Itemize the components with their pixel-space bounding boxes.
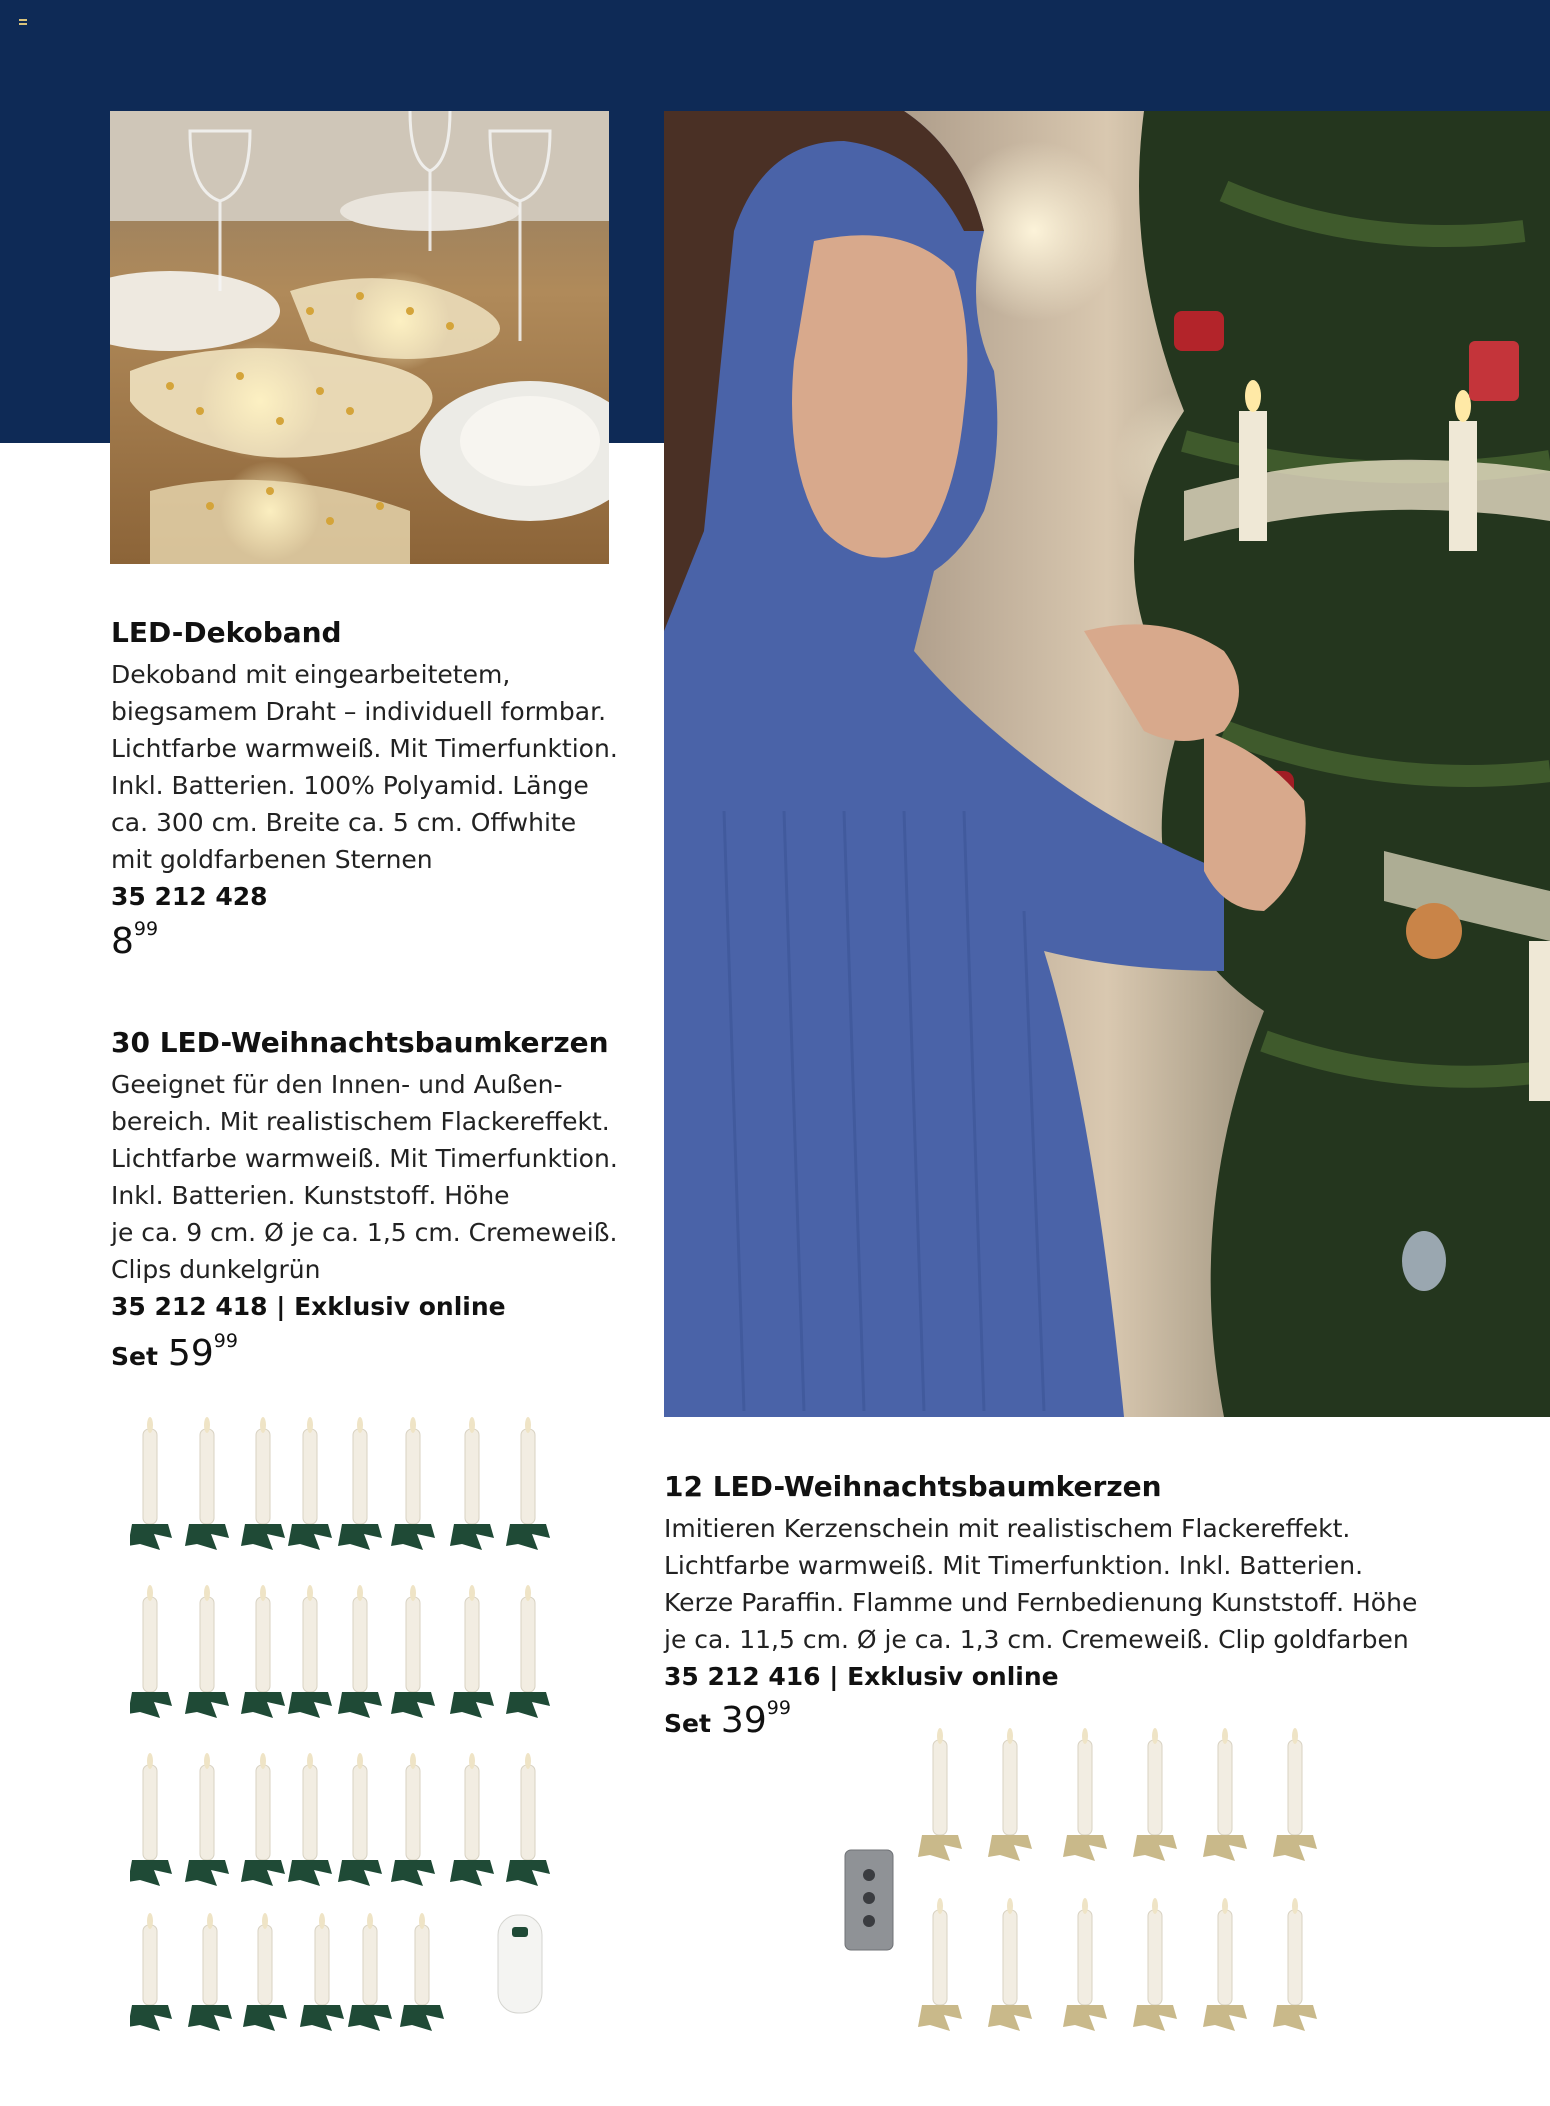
candle-icon	[338, 1753, 382, 1886]
menu-icon[interactable]	[19, 19, 27, 25]
product-title: 12 LED-Weihnachtsbaumkerzen	[664, 1470, 1162, 1503]
candle-icon	[185, 1753, 229, 1886]
candle-icon	[988, 1898, 1032, 2031]
candle-icon	[243, 1913, 287, 2031]
article-number: 35 212 418 | Exklusiv online	[111, 1292, 506, 1321]
candle-icon	[918, 1898, 962, 2031]
price-euro: 39	[720, 1700, 767, 1741]
gold-clip-candles-image	[830, 1720, 1350, 2050]
product-description-line: Imitieren Kerzenschein mit realistischem Flackereffekt.	[664, 1514, 1351, 1543]
candle-icon	[241, 1417, 285, 1550]
candle-icon	[450, 1417, 494, 1550]
price	[111, 1330, 238, 1374]
candle-icon	[1203, 1898, 1247, 2031]
green-clip-candles-image	[130, 1415, 590, 2035]
candle-icon	[185, 1417, 229, 1550]
candle-icon	[288, 1417, 332, 1550]
article-number: 35 212 428	[111, 882, 268, 911]
product-description-line: Clips dunkelgrün	[111, 1255, 321, 1284]
candle-icon	[988, 1728, 1032, 1861]
product-description-line: biegsamem Draht – individuell formbar.	[111, 697, 607, 726]
candle-icon	[348, 1913, 392, 2031]
product-description-line: Lichtfarbe warmweiß. Mit Timerfunktion.	[111, 1144, 618, 1173]
price-prefix: Set	[111, 1342, 158, 1371]
candle-icon	[1063, 1728, 1107, 1861]
product-description-line: Geeignet für den Innen- und Außen-	[111, 1070, 563, 1099]
dekoband-photo	[110, 111, 609, 564]
candle-icon	[241, 1753, 285, 1886]
product-description-line: bereich. Mit realistischem Flackereffekt.	[111, 1107, 610, 1136]
candle-icon	[1273, 1898, 1317, 2031]
candle-icon	[450, 1585, 494, 1718]
product-description-line: je ca. 9 cm. Ø je ca. 1,5 cm. Cremeweiß.	[111, 1218, 618, 1247]
product-description-line: Inkl. Batterien. 100% Polyamid. Länge	[111, 771, 589, 800]
candle-icon	[1273, 1728, 1317, 1861]
candle-icon	[241, 1585, 285, 1718]
article-number: 35 212 416 | Exklusiv online	[664, 1662, 1059, 1691]
candle-icon	[506, 1417, 550, 1550]
candle-icon	[338, 1585, 382, 1718]
candle-icon	[506, 1585, 550, 1718]
candle-icon	[300, 1913, 344, 2031]
price	[664, 1697, 791, 1741]
candle-icon	[391, 1585, 435, 1718]
candle-icon	[130, 1913, 172, 2031]
candle-icon	[391, 1417, 435, 1550]
product-title: 30 LED-Weihnachtsbaumkerzen	[111, 1026, 609, 1059]
candle-icon	[391, 1753, 435, 1886]
candle-icon	[450, 1753, 494, 1886]
price-cents: 99	[133, 918, 159, 940]
price-euro: 8	[111, 921, 134, 962]
candle-icon	[130, 1585, 172, 1718]
candle-icon	[338, 1417, 382, 1550]
remote-control-icon	[845, 1850, 893, 1950]
price	[111, 918, 158, 962]
candle-icon	[1203, 1728, 1247, 1861]
product-description-line: Dekoband mit eingearbeitetem,	[111, 660, 511, 689]
price-prefix: Set	[664, 1709, 711, 1738]
candle-icon	[918, 1728, 962, 1861]
candle-icon	[506, 1753, 550, 1886]
remote-control-icon	[498, 1915, 542, 2013]
candle-icon	[185, 1585, 229, 1718]
christmas-tree-photo	[664, 111, 1550, 1417]
product-description-line: mit goldfarbenen Sternen	[111, 845, 433, 874]
price-euro: 59	[167, 1333, 214, 1374]
candle-icon	[130, 1417, 172, 1550]
candle-icon	[188, 1913, 232, 2031]
product-description-line: Inkl. Batterien. Kunststoff. Höhe	[111, 1181, 510, 1210]
product-12-led-candles	[664, 1468, 1524, 1695]
candle-icon	[1133, 1898, 1177, 2031]
product-description-line: ca. 300 cm. Breite ca. 5 cm. Offwhite	[111, 808, 577, 837]
product-dekoband	[111, 614, 651, 915]
candle-icon	[1063, 1898, 1107, 2031]
product-description-line: Lichtfarbe warmweiß. Mit Timerfunktion. Inkl. Batterien.	[664, 1551, 1364, 1580]
product-title: LED-Dekoband	[111, 616, 342, 649]
price-cents: 99	[213, 1330, 238, 1352]
product-30-led-candles	[111, 1024, 651, 1325]
candle-icon	[288, 1585, 332, 1718]
product-description-line: Lichtfarbe warmweiß. Mit Timerfunktion.	[111, 734, 618, 763]
price-cents: 99	[766, 1697, 791, 1719]
candle-icon	[288, 1753, 332, 1886]
candle-icon	[1133, 1728, 1177, 1861]
product-description-line: Kerze Paraffin. Flamme und Fernbedienung Kunststoff. Höhe	[664, 1588, 1418, 1617]
candle-icon	[130, 1753, 172, 1886]
product-description-line: je ca. 11,5 cm. Ø je ca. 1,3 cm. Cremeweiß. Clip goldfarben	[664, 1625, 1409, 1654]
candle-icon	[400, 1913, 444, 2031]
